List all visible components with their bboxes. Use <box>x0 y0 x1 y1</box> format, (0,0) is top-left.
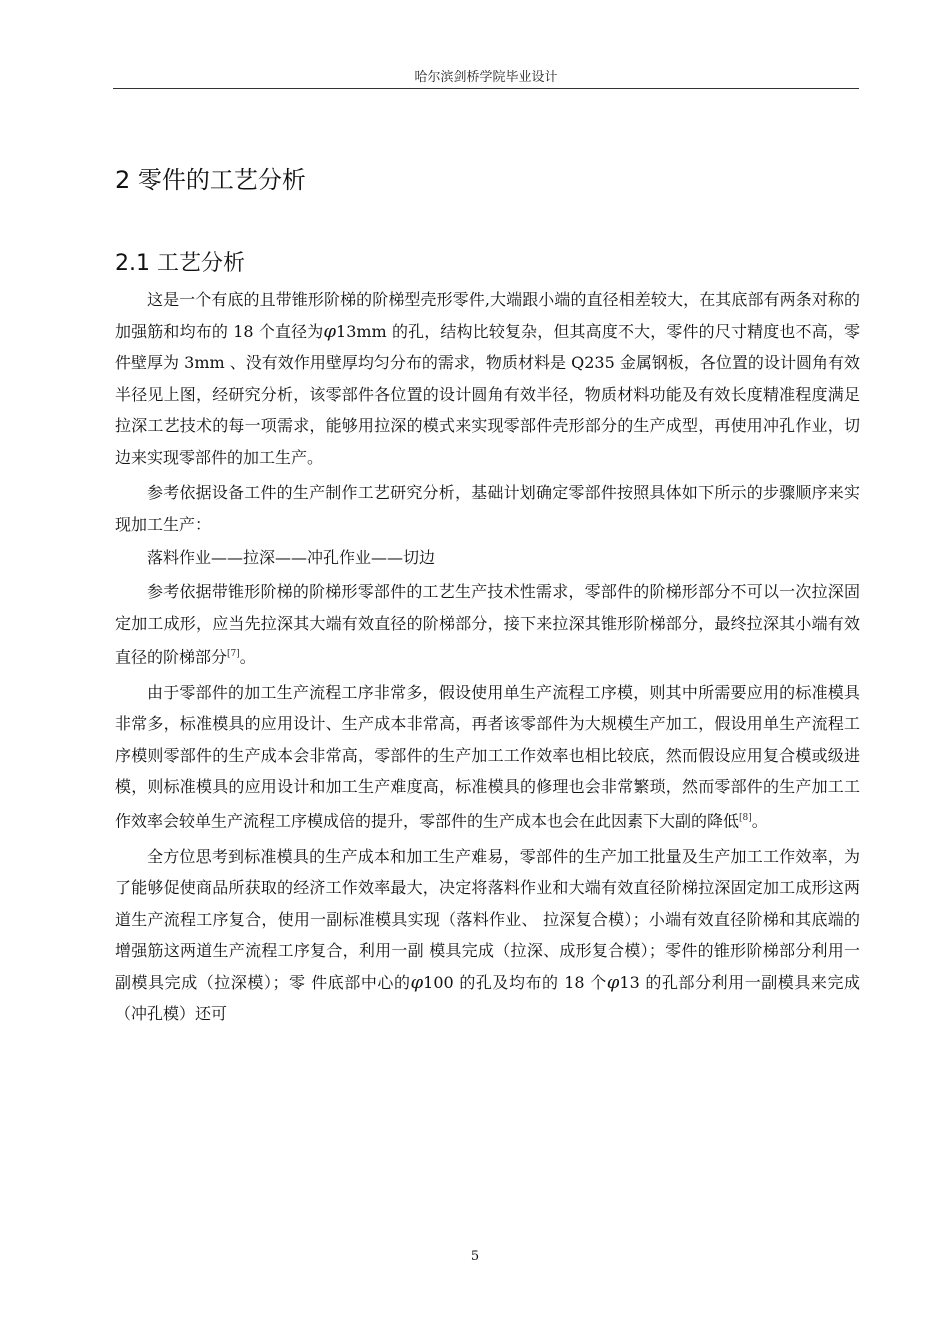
page-number: 5 <box>470 1249 480 1264</box>
citation-ref: [8] <box>739 812 752 823</box>
paragraph-5-text: 由于零部件的加工生产流程工序非常多，假设使用单生产流程工序模，则其中所需要应用的标准模具非常多，标准模具的应用设计、生产成本非常高，再者该零部件为大规模生产加工，假设用单生产流程工序模则零部件的生产成本会非常高，零部件的生产加工工作效率也相比较底，然而假设应用复合模或级进模，则标准模具的应用设计和加工生产难度高，标准模具的修理也会非常繁琐，然而零部件的生产加工工作效率会较单生产流程工序模成倍的提升，零部件的生产成本也会在此因素下大副的降低 <box>115 682 860 831</box>
paragraph-5-end: 。 <box>751 811 768 831</box>
page-header: 哈尔滨剑桥学院毕业设计 <box>414 70 558 85</box>
paragraph-5 <box>115 677 860 837</box>
paragraph-6-text-end: 13 的孔部分利用一副模具来完成（冲孔模）还可 <box>115 972 860 1024</box>
paragraph-6 <box>115 841 860 1030</box>
paragraph-4-end: 。 <box>239 647 256 667</box>
phi-symbol: φ <box>606 971 620 993</box>
header-divider <box>113 88 859 89</box>
paragraph-1-text-cont: 13mm 的孔，结构比较复杂，但其高度不大，零件的尺寸精度也不高，零件壁厚为 3mm 、没有效作用壁厚均匀分布的需求，物质材料是 Q235 金属钢板，各位置的设计圆角有效半径见上图，经研究分析，该零部件各位置的设计圆角有效半径，物质材料功能及有效长度精准程度满足拉深工艺技术的每一项需求，能够用拉深的模式来实现零部件壳形部分的生产成型，再使用冲孔作业，切边来实现零部件的加工生产。 <box>115 321 860 467</box>
paragraph-2: 参考依据设备工件的生产制作工艺研究分析，基础计划确定零部件按照具体如下所示的步骤顺序来实现加工生产： <box>115 483 860 534</box>
section-title: 2.1 工艺分析 <box>115 251 245 276</box>
paragraph-1 <box>115 284 860 473</box>
paragraph-6-text-cont: 100 的孔及均布的 18 个 <box>423 972 607 992</box>
paragraph-3-steps: 落料作业——拉深——冲孔作业——切边 <box>147 548 436 567</box>
paragraph-4-text: 参考依据带锥形阶梯的阶梯形零部件的工艺生产技术性需求，零部件的阶梯形部分不可以一次拉深固定加工成形，应当先拉深其大端有效直径的阶梯部分，接下来拉深其锥形阶梯部分，最终拉深其小端有效直径的阶梯部分 <box>115 582 860 667</box>
body-text <box>115 284 860 1034</box>
paragraph-4 <box>115 576 860 673</box>
phi-symbol: φ <box>323 320 337 342</box>
paragraph-6-text: 全方位思考到标准模具的生产成本和加工生产难易，零部件的生产加工批量及生产加工工作效率，为了能够促使商品所获取的经济工作效率最大，决定将落料作业和大端有效直径阶梯拉深固定加工成形这两道生产流程工序复合，使用一副标准模具实现（落料作业、 拉深复合模）；小端有效直径阶梯和其底端的增强筋这两道生产流程工序复合，利用一副 模具完成（拉深、成形复合模）；零件的锥形阶梯部分利用一副模具完成（拉深模）；零 件底部中心的 <box>115 846 860 992</box>
paragraph-1-text: 这是一个有底的且带锥形阶梯的阶梯型壳形零件,大端跟小端的直径相差较大，在其底部有两条对称的加强筋和均布的 18 个直径为 <box>115 290 860 341</box>
phi-symbol: φ <box>410 971 424 993</box>
citation-ref: [7] <box>227 649 240 659</box>
chapter-title: 2 零件的工艺分析 <box>115 166 306 194</box>
